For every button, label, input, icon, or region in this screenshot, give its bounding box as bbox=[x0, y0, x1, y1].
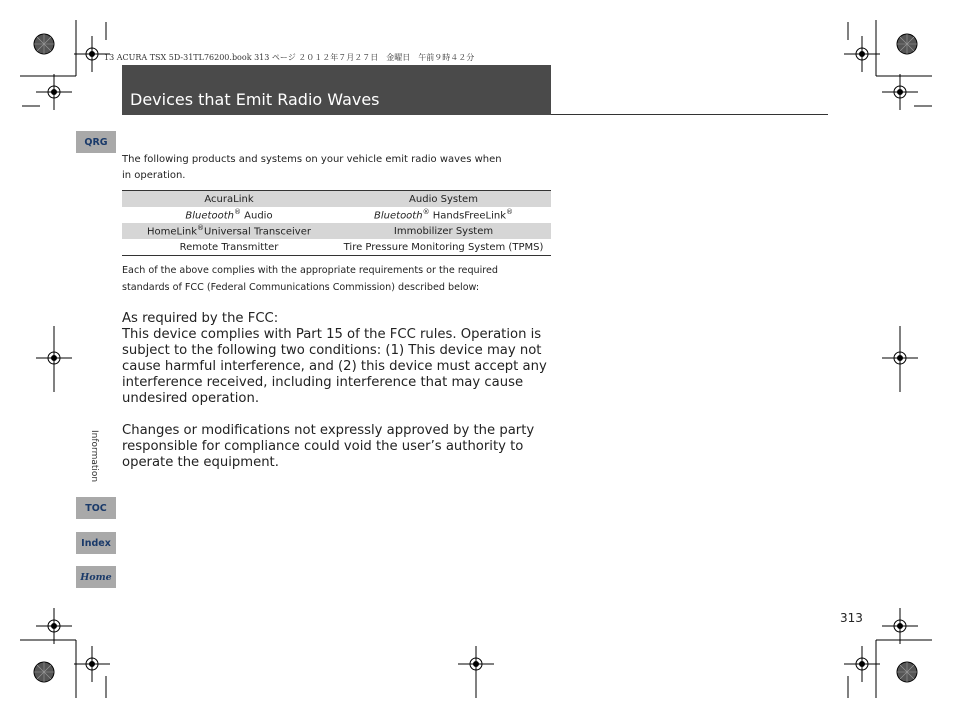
registration-ball-icon bbox=[897, 34, 917, 54]
registration-ball-icon bbox=[34, 662, 54, 682]
table-cell: Remote Transmitter bbox=[122, 239, 336, 256]
table-cell: Immobilizer System bbox=[336, 223, 551, 239]
table-cell: Bluetooth® Audio bbox=[185, 208, 273, 222]
table-cell: Audio System bbox=[336, 191, 551, 208]
crosshair-icon bbox=[74, 646, 110, 682]
crosshair-icon bbox=[844, 646, 880, 682]
page-title: Devices that Emit Radio Waves bbox=[130, 90, 380, 109]
fcc-changes: Changes or modifications not expressly approved by the party responsible for compliance could void the user’s authority to operate the equipment. bbox=[122, 423, 535, 470]
registration-ball-icon bbox=[897, 662, 917, 682]
crosshair-icon bbox=[36, 74, 72, 110]
intro-line-2: in operation. bbox=[122, 170, 186, 181]
print-header: 13 ACURA TSX 5D-31TL76200.book 313 ページ ２０１２年７月２７日 金曜日 午前９時４２分 bbox=[104, 53, 475, 62]
page-number: 313 bbox=[840, 611, 863, 625]
crosshair-icon bbox=[36, 608, 72, 644]
table-cell: Bluetooth® HandsFreeLink® bbox=[374, 208, 513, 222]
compliance-line-2: standards of FCC (Federal Communications Commission) described below: bbox=[122, 281, 480, 293]
compliance-line-1: Each of the above complies with the appropriate requirements or the required bbox=[122, 265, 499, 276]
fcc-heading: As required by the FCC: bbox=[122, 311, 279, 326]
crosshair-icon bbox=[882, 74, 918, 110]
fcc-paragraph: This device complies with Part 15 of the FCC rules. Operation is subject to the following two conditions: (1) This device may not cause harmful interference, and (2) this device must accept any interference received, including interference that may cause undesired operation. bbox=[122, 327, 547, 406]
table-cell: Tire Pressure Monitoring System (TPMS) bbox=[336, 239, 551, 256]
crosshair-icon bbox=[844, 36, 880, 72]
home-tab[interactable]: Home bbox=[76, 566, 116, 588]
toc-tab[interactable]: TOC bbox=[76, 497, 116, 519]
table-cell: HomeLink®Universal Transceiver bbox=[122, 223, 336, 239]
intro-line-1: The following products and systems on your vehicle emit radio waves when bbox=[122, 154, 502, 165]
index-tab[interactable]: Index bbox=[76, 532, 116, 554]
crosshair-icon bbox=[74, 36, 110, 72]
registration-ball-icon bbox=[34, 34, 54, 54]
qrg-tab[interactable]: QRG bbox=[76, 131, 116, 153]
crosshair-icon bbox=[882, 608, 918, 644]
table-cell: AcuraLink bbox=[122, 191, 336, 208]
section-label: Information bbox=[89, 430, 99, 483]
